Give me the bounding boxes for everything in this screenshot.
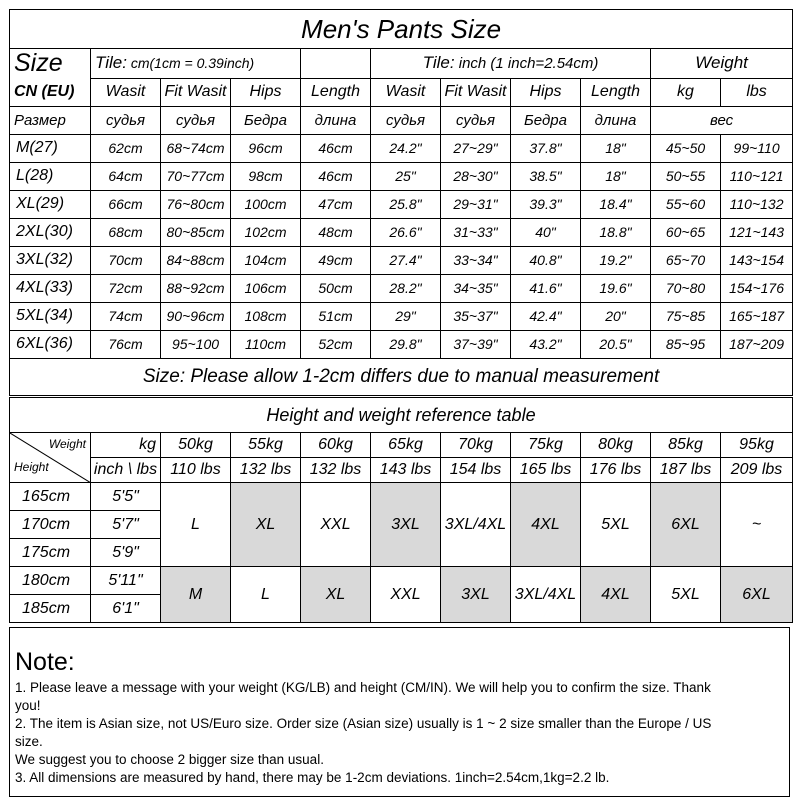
height-cm-cell: 185cm	[10, 595, 91, 623]
column-header: kg	[651, 78, 721, 106]
size-value-cell: 66cm	[91, 190, 161, 218]
note-line: you!	[15, 698, 41, 713]
size-value-cell: 27~29"	[441, 134, 511, 162]
notes-title: Note:	[15, 648, 75, 676]
size-value-cell: 37.8"	[511, 134, 581, 162]
size-value-cell: 80~85cm	[161, 218, 231, 246]
size-row	[10, 190, 793, 218]
size-row	[10, 218, 793, 246]
size-value-cell: 65~70	[651, 246, 721, 274]
size-value-cell: 88~92cm	[161, 274, 231, 302]
size-value-cell: 29.8"	[371, 330, 441, 358]
size-value-cell: 28.2"	[371, 274, 441, 302]
column-header: Hips	[231, 78, 301, 106]
column-header: Hips	[511, 78, 581, 106]
inch-header-rest: inch (1 inch=2.54cm)	[454, 55, 599, 73]
size-label-cell: 6XL(36)	[10, 330, 91, 358]
size-value-cell: 46cm	[301, 134, 371, 162]
size-label-cell: 5XL(34)	[10, 302, 91, 330]
size-value-cell: 19.2"	[581, 246, 651, 274]
size-label-cell: M(27)	[10, 134, 91, 162]
height-cm-cell: 170cm	[10, 511, 91, 539]
size-value-cell: 62cm	[91, 134, 161, 162]
kg-unit-label: kg	[91, 433, 161, 458]
ref-size-cell: XXL	[301, 483, 371, 567]
weight-header: Weight	[651, 49, 793, 79]
size-row	[10, 134, 793, 162]
size-value-cell: 55~60	[651, 190, 721, 218]
ref-size-cell: XL	[301, 567, 371, 623]
height-inch-cell: 5'5"	[91, 483, 161, 511]
size-value-cell: 18"	[581, 134, 651, 162]
cn-eu-label: CN (EU)	[10, 78, 91, 106]
height-weight-reference-table	[9, 397, 793, 623]
height-cm-cell: 175cm	[10, 539, 91, 567]
size-value-cell: 110~132	[721, 190, 793, 218]
cm-header	[91, 49, 301, 79]
size-value-cell: 29~31"	[441, 190, 511, 218]
size-value-cell: 19.6"	[581, 274, 651, 302]
size-value-cell: 25"	[371, 162, 441, 190]
ref-size-cell: 4XL	[581, 567, 651, 623]
ref-kg-header: 70kg	[441, 433, 511, 458]
size-row	[10, 162, 793, 190]
size-value-cell: 165~187	[721, 302, 793, 330]
size-value-cell: 121~143	[721, 218, 793, 246]
size-value-cell: 110~121	[721, 162, 793, 190]
ref-title: Height and weight reference table	[10, 398, 793, 433]
column-header-ru: судья	[371, 106, 441, 134]
column-header-ru: судья	[441, 106, 511, 134]
size-value-cell: 187~209	[721, 330, 793, 358]
ref-lbs-header: 132 lbs	[231, 458, 301, 483]
size-label-cell: 2XL(30)	[10, 218, 91, 246]
size-value-cell: 154~176	[721, 274, 793, 302]
size-value-cell: 20"	[581, 302, 651, 330]
size-value-cell: 38.5"	[511, 162, 581, 190]
size-label-cell: 4XL(33)	[10, 274, 91, 302]
ref-kg-header: 85kg	[651, 433, 721, 458]
size-value-cell: 45~50	[651, 134, 721, 162]
note-line: 2. The item is Asian size, not US/Euro size. Order size (Asian size) usually is 1 ~ 2 size smaller than the Europe / US	[15, 716, 712, 731]
size-value-cell: 76~80cm	[161, 190, 231, 218]
column-header-ru: длина	[581, 106, 651, 134]
weight-height-corner	[10, 433, 91, 483]
size-value-cell: 28~30"	[441, 162, 511, 190]
size-value-cell: 60~65	[651, 218, 721, 246]
height-cm-cell: 165cm	[10, 483, 91, 511]
column-header: Length	[581, 78, 651, 106]
size-value-cell: 18"	[581, 162, 651, 190]
size-value-cell: 26.6"	[371, 218, 441, 246]
note-line: 1. Please leave a message with your weight (KG/LB) and height (CM/IN). We will help you to confirm the size. Thank	[15, 680, 711, 695]
size-value-cell: 24.2"	[371, 134, 441, 162]
size-value-cell: 50~55	[651, 162, 721, 190]
size-value-cell: 76cm	[91, 330, 161, 358]
size-value-cell: 74cm	[91, 302, 161, 330]
size-value-cell: 33~34"	[441, 246, 511, 274]
column-header: Fit Wasit	[441, 78, 511, 106]
column-header: lbs	[721, 78, 793, 106]
size-value-cell: 110cm	[231, 330, 301, 358]
column-header: Wasit	[371, 78, 441, 106]
cm-header-rest: cm(1cm = 0.39inch)	[126, 55, 255, 72]
size-value-cell: 20.5"	[581, 330, 651, 358]
ref-size-cell: 3XL	[441, 567, 511, 623]
size-value-cell: 52cm	[301, 330, 371, 358]
size-value-cell: 70~80	[651, 274, 721, 302]
size-value-cell: 143~154	[721, 246, 793, 274]
column-header-ru: Бедра	[231, 106, 301, 134]
column-header-ru: Бедра	[511, 106, 581, 134]
size-value-cell: 18.8"	[581, 218, 651, 246]
note-line: We suggest you to choose 2 bigger size than usual.	[15, 752, 324, 767]
size-value-cell: 42.4"	[511, 302, 581, 330]
corner-height-label: Height	[14, 460, 49, 474]
ref-lbs-header: 110 lbs	[161, 458, 231, 483]
ref-kg-header: 65kg	[371, 433, 441, 458]
ref-lbs-header: 187 lbs	[651, 458, 721, 483]
note-line: 3. All dimensions are measured by hand, there may be 1-2cm deviations. 1inch=2.54cm,1kg=2.2 lb.	[15, 770, 610, 785]
column-header-ru: длина	[301, 106, 371, 134]
height-inch-cell: 5'7"	[91, 511, 161, 539]
size-value-cell: 75~85	[651, 302, 721, 330]
column-header: Length	[301, 78, 371, 106]
ref-kg-header: 75kg	[511, 433, 581, 458]
size-label-cell: 3XL(32)	[10, 246, 91, 274]
ref-kg-header: 80kg	[581, 433, 651, 458]
size-value-cell: 98cm	[231, 162, 301, 190]
page-title: Men's Pants Size	[10, 10, 793, 49]
size-value-cell: 72cm	[91, 274, 161, 302]
size-value-cell: 40.8"	[511, 246, 581, 274]
size-value-cell: 50cm	[301, 274, 371, 302]
column-header: Wasit	[91, 78, 161, 106]
size-value-cell: 51cm	[301, 302, 371, 330]
ref-lbs-header: 176 lbs	[581, 458, 651, 483]
ref-size-cell: 5XL	[651, 567, 721, 623]
size-value-cell: 43.2"	[511, 330, 581, 358]
size-value-cell: 35~37"	[441, 302, 511, 330]
size-value-cell: 68~74cm	[161, 134, 231, 162]
size-value-cell: 47cm	[301, 190, 371, 218]
column-header-ru: судья	[91, 106, 161, 134]
size-value-cell: 46cm	[301, 162, 371, 190]
size-value-cell: 34~35"	[441, 274, 511, 302]
size-value-cell: 99~110	[721, 134, 793, 162]
size-value-cell: 96cm	[231, 134, 301, 162]
ref-kg-header: 50kg	[161, 433, 231, 458]
size-value-cell: 64cm	[91, 162, 161, 190]
corner-weight-label: Weight	[48, 437, 86, 451]
size-row	[10, 330, 793, 358]
size-value-cell: 37~39"	[441, 330, 511, 358]
size-row	[10, 274, 793, 302]
ref-size-cell: XL	[231, 483, 301, 567]
size-value-cell: 70~77cm	[161, 162, 231, 190]
size-row	[10, 302, 793, 330]
ref-size-cell: M	[161, 567, 231, 623]
ref-lbs-header: 165 lbs	[511, 458, 581, 483]
size-value-cell: 18.4"	[581, 190, 651, 218]
size-value-cell: 104cm	[231, 246, 301, 274]
ref-size-cell: ~	[721, 483, 793, 567]
size-value-cell: 102cm	[231, 218, 301, 246]
size-value-cell: 85~95	[651, 330, 721, 358]
size-value-cell: 90~96cm	[161, 302, 231, 330]
size-value-cell: 29"	[371, 302, 441, 330]
ref-kg-header: 60kg	[301, 433, 371, 458]
ref-size-cell: L	[231, 567, 301, 623]
size-value-cell: 70cm	[91, 246, 161, 274]
ref-height-row	[10, 567, 793, 595]
ref-size-cell: 3XL/4XL	[511, 567, 581, 623]
ref-lbs-header: 154 lbs	[441, 458, 511, 483]
size-value-cell: 49cm	[301, 246, 371, 274]
notes-box	[9, 627, 790, 797]
height-inch-cell: 6'1"	[91, 595, 161, 623]
ref-size-cell: 6XL	[651, 483, 721, 567]
size-value-cell: 106cm	[231, 274, 301, 302]
size-value-cell: 25.8"	[371, 190, 441, 218]
size-value-cell: 100cm	[231, 190, 301, 218]
height-inch-cell: 5'9"	[91, 539, 161, 567]
ref-size-cell: 5XL	[581, 483, 651, 567]
column-header-ru: судья	[161, 106, 231, 134]
size-value-cell: 95~100	[161, 330, 231, 358]
ref-size-cell: 3XL/4XL	[441, 483, 511, 567]
ref-lbs-header: 132 lbs	[301, 458, 371, 483]
size-label-cell: L(28)	[10, 162, 91, 190]
column-header: Fit Wasit	[161, 78, 231, 106]
ref-lbs-header: 209 lbs	[721, 458, 793, 483]
size-value-cell: 68cm	[91, 218, 161, 246]
ref-size-cell: L	[161, 483, 231, 567]
ru-size-label: Размер	[10, 106, 91, 134]
inch-header-lead: Tile:	[422, 53, 455, 73]
ref-size-cell: XXL	[371, 567, 441, 623]
notes-lines	[15, 679, 783, 787]
height-cm-cell: 180cm	[10, 567, 91, 595]
ref-size-cell: 3XL	[371, 483, 441, 567]
size-value-cell: 31~33"	[441, 218, 511, 246]
ref-kg-header: 95kg	[721, 433, 793, 458]
size-value-cell: 41.6"	[511, 274, 581, 302]
column-header-ru-weight: вес	[651, 106, 793, 134]
size-value-cell: 27.4"	[371, 246, 441, 274]
inch-lbs-unit-label: inch \ lbs	[91, 458, 161, 483]
ref-lbs-header: 143 lbs	[371, 458, 441, 483]
measure-note: Size: Please allow 1-2cm differs due to manual measurement	[10, 358, 793, 395]
size-value-cell: 48cm	[301, 218, 371, 246]
ref-height-row	[10, 483, 793, 511]
ref-size-cell: 6XL	[721, 567, 793, 623]
size-label: Size	[10, 49, 91, 79]
size-value-cell: 84~88cm	[161, 246, 231, 274]
ref-kg-header: 55kg	[231, 433, 301, 458]
cm-header-lead: Tile:	[95, 53, 127, 73]
size-label-cell: XL(29)	[10, 190, 91, 218]
size-value-cell: 108cm	[231, 302, 301, 330]
ref-size-cell: 4XL	[511, 483, 581, 567]
size-row	[10, 246, 793, 274]
inch-header	[371, 49, 651, 79]
pants-size-table	[9, 9, 793, 396]
height-inch-cell: 5'11"	[91, 567, 161, 595]
cm-header-spacer	[301, 49, 371, 79]
note-line: size.	[15, 734, 43, 749]
size-value-cell: 39.3"	[511, 190, 581, 218]
size-value-cell: 40"	[511, 218, 581, 246]
